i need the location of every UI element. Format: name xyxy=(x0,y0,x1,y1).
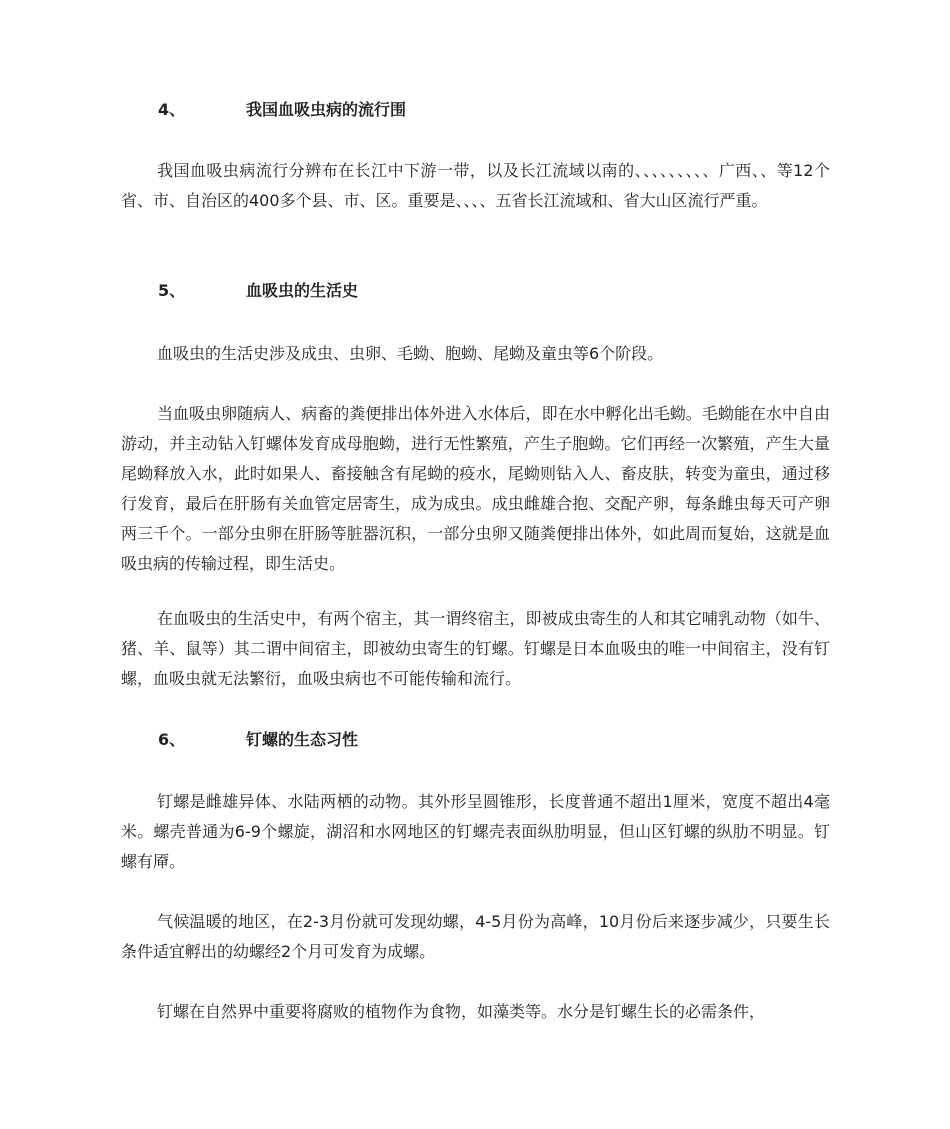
paragraph: 气候温暖的地区，在2-3月份就可发现幼螺，4-5月份为高峰，10月份后来逐步减少，只要生长条件适宜孵出的幼螺经2个月可发育为成螺。 xyxy=(121,912,830,961)
paragraph: 钉螺是雌雄异体、水陆两栖的动物。其外形呈圆锥形，长度普通不超出1厘米，宽度不超出4毫米。螺壳普通为6-9个螺旋，湖沼和水网地区的钉螺壳表面纵肋明显，但山区钉螺的纵肋不明显。钉螺有厣。 xyxy=(121,792,830,871)
section-title: 血吸虫的生活史 xyxy=(246,281,359,300)
paragraph: 在血吸虫的生活史中，有两个宿主，其一谓终宿主，即被成虫寄生的人和其它哺乳动物（如牛、猪、羊、鼠等）其二谓中间宿主，即被幼虫寄生的钉螺。钉螺是日本血吸虫的唯一中间宿主，没有钉螺，血吸虫就无法繁衍，血吸虫病也不可能传输和流行。 xyxy=(121,609,830,688)
section-number: 5、 xyxy=(158,281,186,300)
section-title: 我国血吸虫病的流行围 xyxy=(246,100,407,119)
paragraph: 我国血吸虫病流行分辨布在长江中下游一带，以及长江流域以南的、、、、、、、、、广西、、等12个省、市、自治区的400多个县、市、区。重要是、、、、五省长江流域和、省大山区流行严重。 xyxy=(121,161,830,210)
paragraph: 血吸虫的生活史涉及成虫、虫卵、毛蚴、胞蚴、尾蚴及童虫等6个阶段。 xyxy=(157,344,664,363)
section-heading xyxy=(158,728,358,752)
section-number: 6、 xyxy=(158,730,186,749)
section-number: 4、 xyxy=(158,100,186,119)
paragraph: 当血吸虫卵随病人、病畜的粪便排出体外进入水体后，即在水中孵化出毛蚴。毛蚴能在水中自由游动，并主动钻入钉螺体发育成母胞蚴，进行无性繁殖，产生子胞蚴。它们再经一次繁殖，产生大量尾蚴释放入水，此时如果人、畜接触含有尾蚴的疫水，尾蚴则钻入人、畜皮肤，转变为童虫，通过移行发育，最后在肝肠有关血管定居寄生，成为成虫。成虫雌雄合抱、交配产卵，每条雌虫每天可产卵两三千个。一部分虫卵在肝肠等脏器沉积，一部分虫卵又随粪便排出体外，如此周而复始，这就是血吸虫病的传输过程，即生活史。 xyxy=(121,404,830,573)
section-heading xyxy=(158,98,406,122)
paragraph: 钉螺在自然界中重要将腐败的植物作为食物，如藻类等。水分是钉螺生长的必需条件， xyxy=(157,1002,766,1021)
section-heading xyxy=(158,279,358,303)
section-title: 钉螺的生态习性 xyxy=(246,730,359,749)
